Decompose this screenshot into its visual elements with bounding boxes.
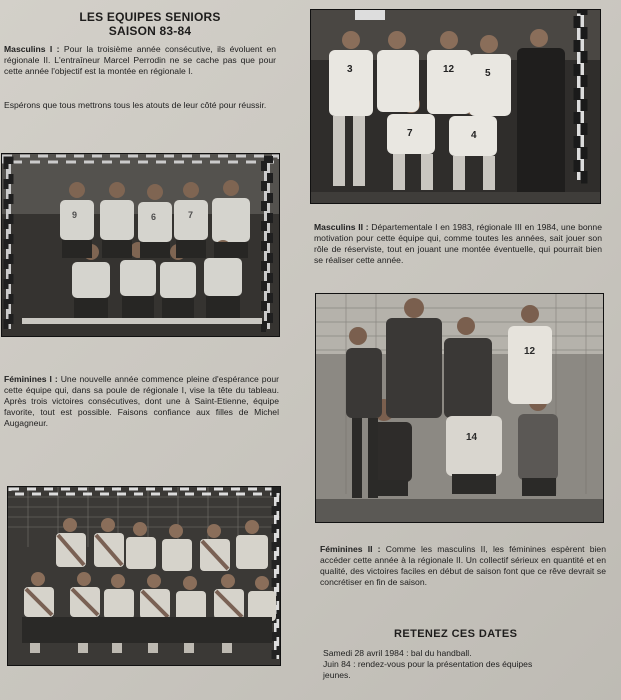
jersey-number: 6 <box>151 212 157 222</box>
photo-masculins-1-image <box>2 154 279 336</box>
jersey-number: 7 <box>407 128 413 139</box>
photo-masculins-2 <box>311 10 600 203</box>
jersey-number: 3 <box>347 64 353 75</box>
jersey-number: 5 <box>485 68 491 79</box>
masculins-2-body: Départementale I en 1983, régionale III en 1984, une bonne motivation pour cette équipe qui, comme toutes les années, sait jouer son rôle de réserviste, tout en jouant une montée éventuelle, qui pourrait bien se réaliser cette année. <box>314 222 602 265</box>
page-title <box>60 10 240 38</box>
jersey-number: 4 <box>471 130 477 141</box>
masculins-1-label: Masculins I : <box>4 44 60 54</box>
masculins-1-text-2: Espérons que tous mettrons tous les atouts de leur côté pour réussir. <box>4 100 267 110</box>
feminines-2-label: Féminines II : <box>320 544 381 554</box>
dates-title: RETENEZ CES DATES <box>394 628 518 640</box>
photo-masculins-2-image <box>311 10 600 203</box>
jersey-number: 12 <box>443 64 455 75</box>
photo-feminines-2 <box>316 294 603 522</box>
date-line-1: Samedi 28 avril 1984 : bal du handball. <box>323 648 472 658</box>
date-line-2: Juin 84 : rendez-vous pour la présentation des équipes <box>323 659 533 669</box>
photo-masculins-1 <box>2 154 279 336</box>
jersey-number: 9 <box>72 210 78 220</box>
masculins-2-text <box>314 222 602 266</box>
feminines-2-text <box>320 544 606 588</box>
masculins-1-text <box>4 44 276 77</box>
photo-feminines-1 <box>8 487 280 665</box>
date-line-3: jeunes. <box>323 670 351 680</box>
feminines-1-text <box>4 374 279 429</box>
jersey-number: 14 <box>466 432 478 443</box>
jersey-number: 12 <box>524 346 536 357</box>
photo-feminines-2-image <box>316 294 603 522</box>
masculins-2-label: Masculins II : <box>314 222 369 232</box>
feminines-1-body: Une nouvelle année commence pleine d'espérance pour cette équipe qui, dans sa poule de régionale I, vise la tête du tableau. Après trois victoires consécutives, dont une à Saint-Etienne, équipe favorite, tout est possible. Faisons confiance aux filles de Michel Augagneur. <box>4 374 279 428</box>
title-line-2: SAISON 83-84 <box>108 24 192 38</box>
photo-feminines-1-image <box>8 487 280 665</box>
jersey-number: 7 <box>188 210 194 220</box>
feminines-2-body: Comme les masculins II, les féminines espèrent bien accéder cette année à la régionale II. Un collectif sérieux en quantité et en qualité, des victoires faciles en début de saison font que ce rêve devrait se concrétiser en fin de saison. <box>320 544 606 587</box>
feminines-1-label: Féminines I : <box>4 374 58 384</box>
masculins-1-body: Pour la troisième année consécutive, ils évoluent en régionale II. L'entraîneur Marcel Perrodin ne se cache pas que pour cette année l'objectif est la montée en régionale I. <box>4 44 277 76</box>
title-line-1: LES EQUIPES SENIORS <box>79 10 221 24</box>
